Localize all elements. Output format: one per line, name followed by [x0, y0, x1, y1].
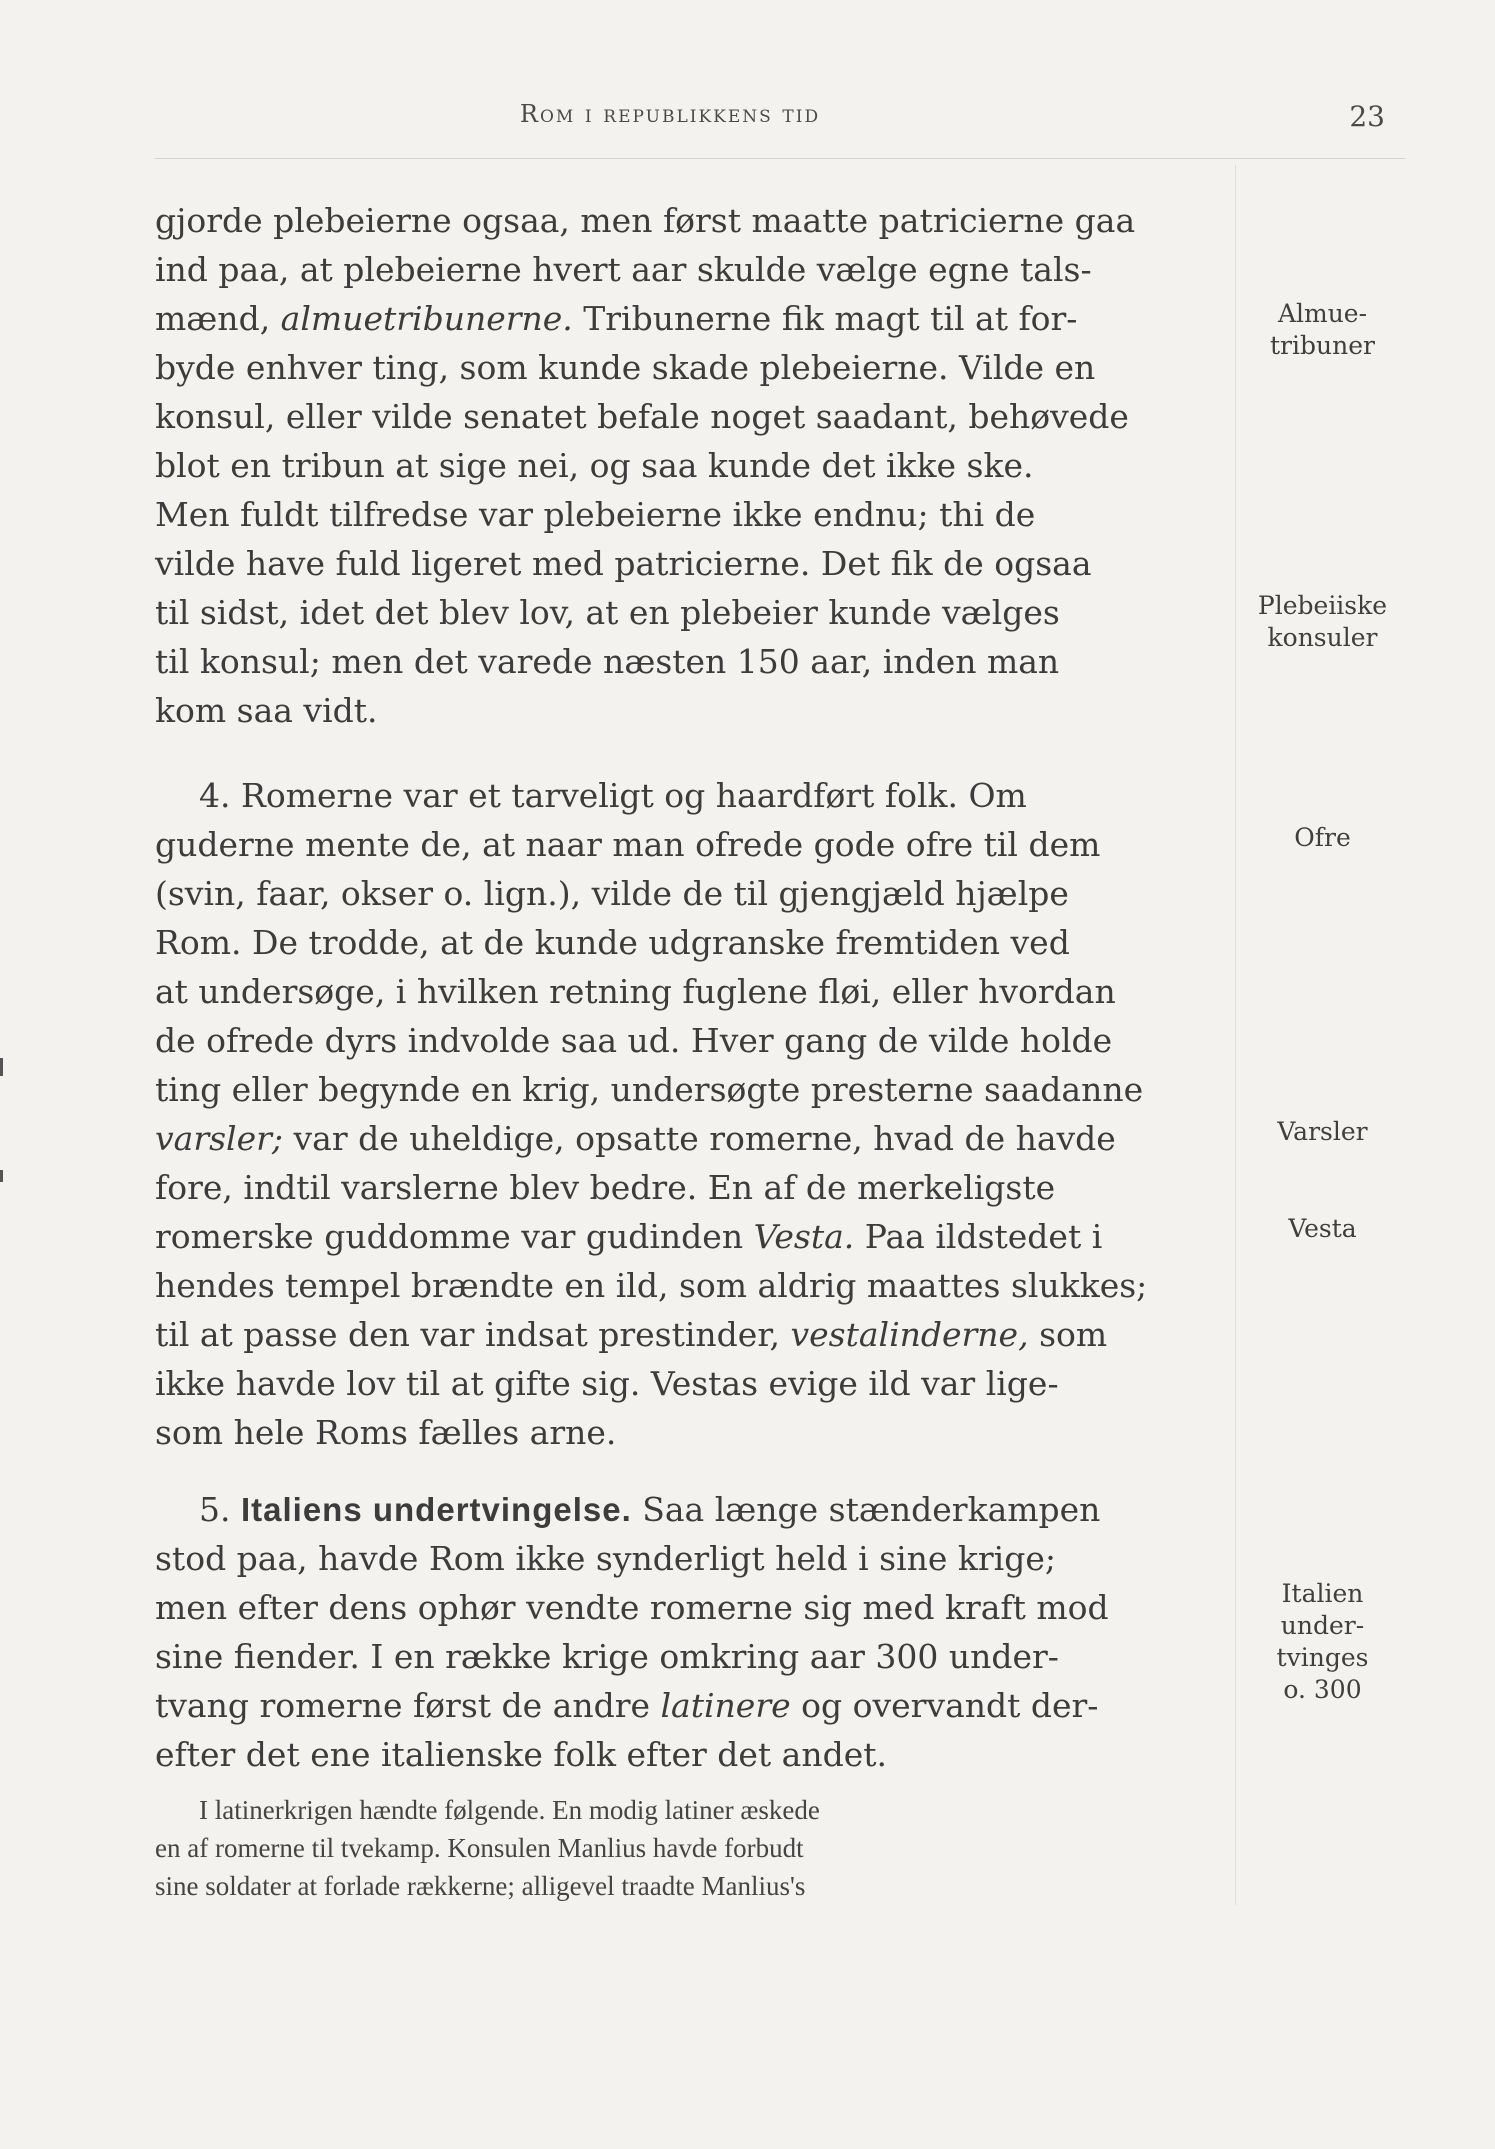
text-line: sine soldater at forlade rækkerne; alligevel traadte Manlius's — [155, 1871, 806, 1901]
text-line: fore, indtil varslerne blev bedre. En af de merkeligste — [155, 1168, 1056, 1207]
text-line: ikke havde lov til at gifte sig. Vestas evige ild var lige- — [155, 1364, 1059, 1403]
text-line: Rom. De trodde, at de kunde udgranske fremtiden ved — [155, 923, 1070, 962]
text-line: guderne mente de, at naar man ofrede gode ofre til dem — [155, 825, 1101, 864]
paragraph-1 — [155, 196, 1223, 735]
paragraph-2 — [155, 771, 1223, 1457]
text-line: at undersøge, i hvilken retning fuglene fløi, eller hvordan — [155, 972, 1116, 1011]
text-line: tvang romerne først de andre latinere og overvandt der- — [155, 1686, 1099, 1725]
text-line: ting eller begynde en krig, undersøgte presterne saadanne — [155, 1070, 1144, 1109]
text-line: til at passe den var indsat prestinder, vestalinderne, som — [155, 1315, 1108, 1354]
text-line: blot en tribun at sige nei, og saa kunde det ikke ske. — [155, 446, 1034, 485]
scan-mark — [0, 1058, 3, 1076]
term-almuetribunerne: almuetribunerne. — [280, 299, 573, 338]
scan-mark — [0, 1170, 3, 1182]
text-line: I latinerkrigen hændte følgende. En modig latiner æskede — [199, 1795, 820, 1825]
text-line: en af romerne til tvekamp. Konsulen Manlius havde forbudt — [155, 1833, 804, 1863]
margin-note-almuetribuner: Almue- tribuner — [1270, 299, 1375, 360]
margin-note-vesta: Vesta — [1288, 1214, 1357, 1243]
text-line: romerske guddomme var gudinden Vesta. Paa ildstedet i — [155, 1217, 1103, 1256]
text-line: gjorde plebeierne ogsaa, men først maatte patricierne gaa — [155, 201, 1136, 240]
text-line: kom saa vidt. — [155, 691, 378, 730]
section-heading: Italiens undertvingelse. — [240, 1491, 632, 1528]
margin-note-varsler: Varsler — [1277, 1117, 1368, 1146]
term-vestalinderne: vestalinderne, — [790, 1315, 1029, 1354]
header-rule — [155, 158, 1405, 159]
margin-note-plebeiiske-konsuler: Plebeiiske konsuler — [1257, 591, 1388, 652]
paragraph-4-small-print — [155, 1791, 1223, 1905]
main-text — [155, 196, 1223, 1905]
text-line: 4. Romerne var et tarveligt og haardført folk. Om — [199, 776, 1027, 815]
paragraph-3 — [155, 1485, 1223, 1779]
text-line: varsler; var de uheldige, opsatte romerne, hvad de havde — [155, 1119, 1116, 1158]
text-line: de ofrede dyrs indvolde saa ud. Hver gang de vilde holde — [155, 1021, 1113, 1060]
text-line: efter det ene italienske folk efter det andet. — [155, 1735, 887, 1774]
text-line: byde enhver ting, som kunde skade plebeierne. Vilde en — [155, 348, 1096, 387]
text-line: som hele Roms fælles arne. — [155, 1413, 617, 1452]
running-title: Rom i republikkens tid — [519, 100, 821, 128]
text-line: sine fiender. I en række krige omkring aar 300 under- — [155, 1637, 1059, 1676]
margin-note-ofre: Ofre — [1294, 823, 1351, 852]
text-line: til konsul; men det varede næsten 150 aar, inden man — [155, 642, 1060, 681]
term-vesta: Vesta. — [753, 1217, 855, 1256]
text-line: men efter dens ophør vendte romerne sig med kraft mod — [155, 1588, 1109, 1627]
text-line: 5. Italiens undertvingelse. Saa længe stænderkampen — [199, 1490, 1101, 1529]
margin-note-italien-undertvinges: Italien under- tvinges o. 300 — [1276, 1579, 1369, 1704]
text-line: hendes tempel brændte en ild, som aldrig maattes slukkes; — [155, 1266, 1148, 1305]
running-header — [155, 100, 1385, 144]
text-line: til sidst, idet det blev lov, at en plebeier kunde vælges — [155, 593, 1060, 632]
text-line: stod paa, havde Rom ikke synderligt held i sine krige; — [155, 1539, 1057, 1578]
term-varsler: varsler; — [155, 1119, 284, 1158]
text-line: vilde have fuld ligeret med patricierne. Det fik de ogsaa — [155, 544, 1092, 583]
margin-rule — [1235, 165, 1236, 1905]
text-line: mænd, almuetribunerne. Tribunerne fik magt til at for- — [155, 299, 1078, 338]
text-line: konsul, eller vilde senatet befale noget saadant, behøvede — [155, 397, 1129, 436]
text-line: ind paa, at plebeierne hvert aar skulde vælge egne tals- — [155, 250, 1092, 289]
page-number: 23 — [1349, 100, 1385, 133]
term-latinere: latinere — [660, 1686, 791, 1725]
text-line: Men fuldt tilfredse var plebeierne ikke endnu; thi de — [155, 495, 1036, 534]
text-line: (svin, faar, okser o. lign.), vilde de til gjengjæld hjælpe — [155, 874, 1069, 913]
